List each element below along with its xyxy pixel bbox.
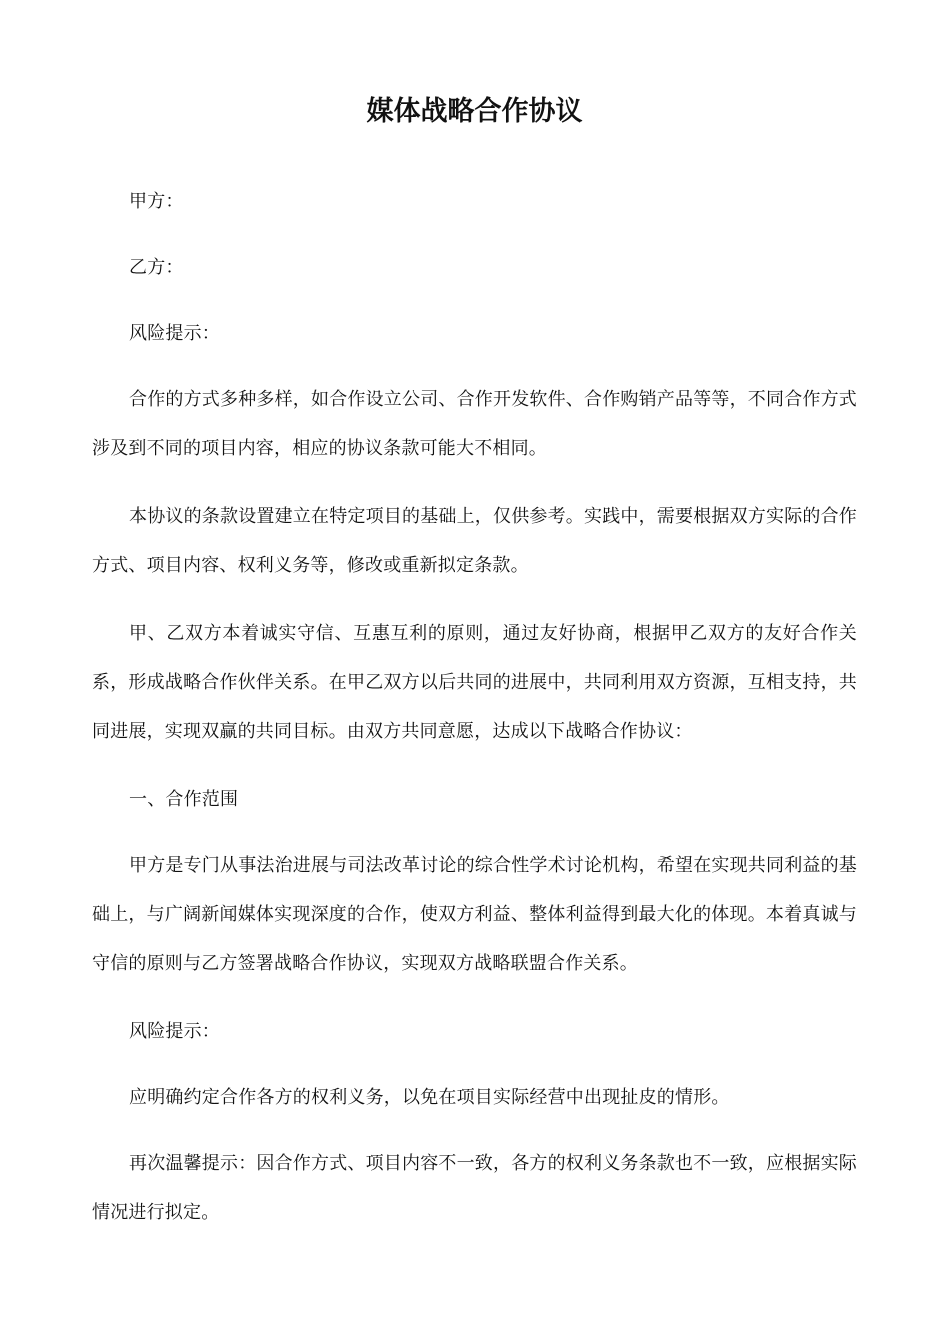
party-a-line: 甲方： bbox=[129, 191, 184, 212]
risk-notice-heading-1: 风险提示： bbox=[129, 323, 220, 344]
paragraph-principles: 甲、乙双方本着诚实守信、互惠互利的原则，通过友好协商，根据甲乙双方的友好合作关系，形成战略合作伙伴关系。在甲乙双方以后共同的进展中，共同利用双方资源，互相支持，共同进展，实现双赢的共同目标。由双方共同意愿，达成以下战略合作协议： bbox=[92, 623, 857, 742]
paragraph-reminder: 再次温馨提示：因合作方式、项目内容不一致，各方的权利义务条款也不一致，应根据实际情况进行拟定。 bbox=[92, 1153, 857, 1223]
paragraph-rights-obligations: 应明确约定合作各方的权利义务，以免在项目实际经营中出现扯皮的情形。 bbox=[129, 1087, 730, 1108]
paragraph-reference-notice: 本协议的条款设置建立在特定项目的基础上，仅供参考。实践中，需要根据双方实际的合作方式、项目内容、权利义务等，修改或重新拟定条款。 bbox=[92, 506, 857, 576]
document-title: 媒体战略合作协议 bbox=[366, 96, 583, 127]
risk-notice-heading-2: 风险提示： bbox=[129, 1021, 220, 1042]
party-b-line: 乙方： bbox=[129, 257, 184, 278]
paragraph-party-a-intro: 甲方是专门从事法治进展与司法改革讨论的综合性学术讨论机构，希望在实现共同利益的基础上，与广阔新闻媒体实现深度的合作，使双方利益、整体利益得到最大化的体现。本着真诚与守信的原则与乙方签署战略合作协议，实现双方战略联盟合作关系。 bbox=[92, 855, 857, 974]
paragraph-cooperation-methods: 合作的方式多种多样，如合作设立公司、合作开发软件、合作购销产品等等，不同合作方式涉及到不同的项目内容，相应的协议条款可能大不相同。 bbox=[92, 389, 857, 459]
section-heading-scope: 一、合作范围 bbox=[129, 789, 239, 810]
